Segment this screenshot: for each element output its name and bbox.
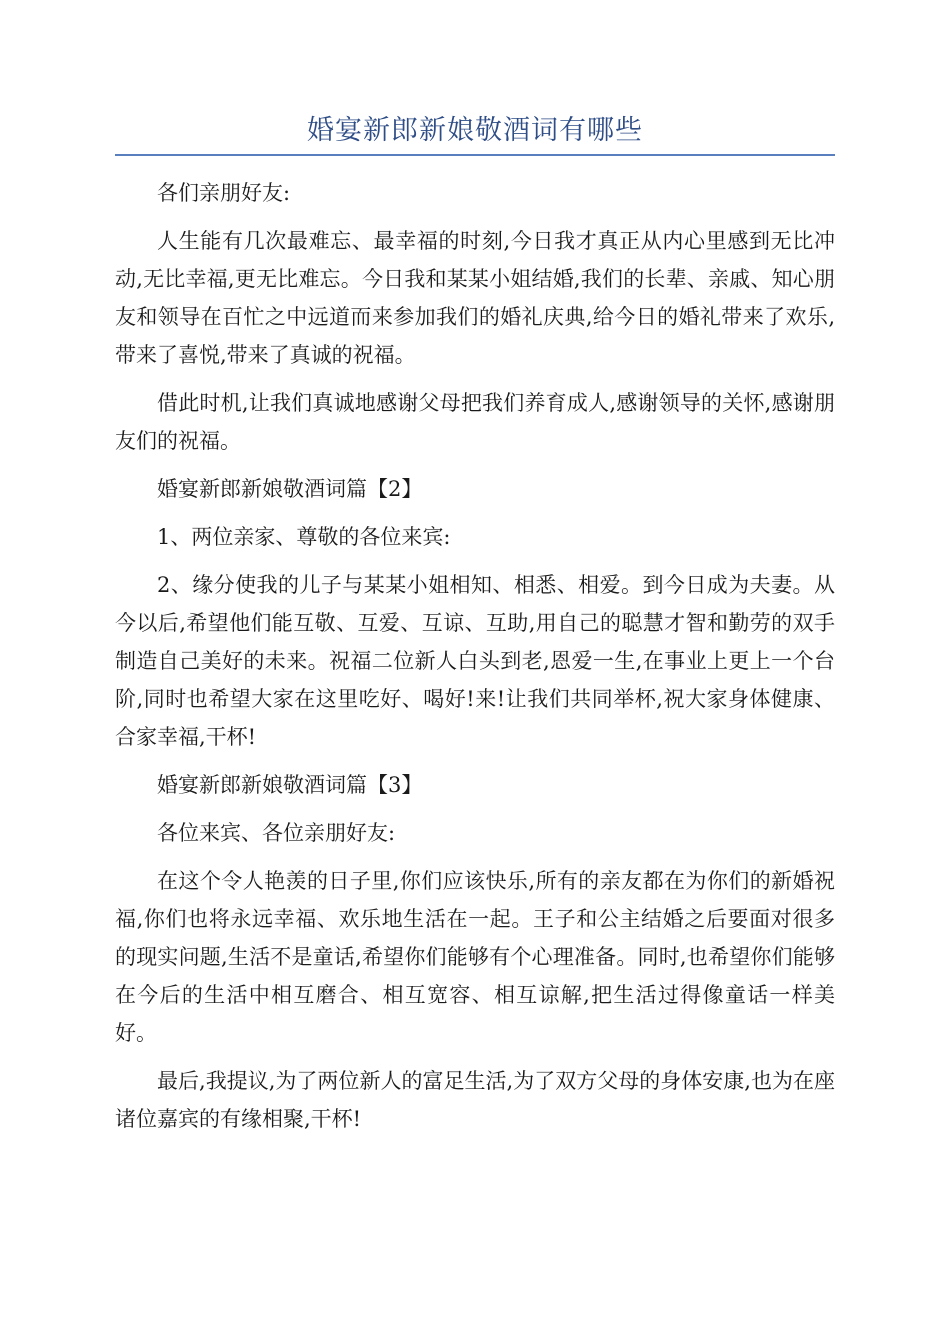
- body-paragraph: 2、缘分使我的儿子与某某小姐相知、相悉、相爱。到今日成为夫妻。从今以后,希望他们能互敬、互爱、互谅、互助,用自己的聪慧才智和勤劳的双手制造自己美好的未来。祝福二位新人白头到老,恩爱一生,在事业上更上一个台阶,同时也希望大家在这里吃好、喝好!来!让我们共同举杯,祝大家身体健康、合家幸福,干杯!: [115, 573, 835, 749]
- body-paragraph: 在这个令人艳羡的日子里,你们应该快乐,所有的亲友都在为你们的新婚祝福,你们也将永远幸福、欢乐地生活在一起。王子和公主结婚之后要面对很多的现实问题,生活不是童话,希望你们能够有个心理准备。同时,也希望你们能够在今后的生活中相互磨合、相互宽容、相互谅解,把生活过得像童话一样美好。: [115, 869, 835, 1045]
- greeting-paragraph: 各位来宾、各位亲朋好友:: [157, 821, 396, 845]
- greeting-paragraph: 各们亲朋好友:: [157, 181, 291, 205]
- section-heading: 婚宴新郎新娘敬酒词篇【2】: [157, 477, 423, 501]
- body-paragraph: 人生能有几次最难忘、最幸福的时刻,今日我才真正从内心里感到无比冲动,无比幸福,更无比难忘。今日我和某某小姐结婚,我们的长辈、亲戚、知心朋友和领导在百忙之中远道而来参加我们的婚礼庆典,给今日的婚礼带来了欢乐,带来了喜悦,带来了真诚的祝福。: [115, 229, 835, 367]
- title-underline: [115, 154, 835, 156]
- greeting-paragraph: 1、两位亲家、尊敬的各位来宾:: [157, 525, 451, 549]
- document-body: [115, 174, 835, 1148]
- section-heading: 婚宴新郎新娘敬酒词篇【3】: [157, 773, 423, 797]
- body-paragraph: 借此时机,让我们真诚地感谢父母把我们养育成人,感谢领导的关怀,感谢朋友们的祝福。: [115, 391, 835, 453]
- document-title: 婚宴新郎新娘敬酒词有哪些: [307, 115, 643, 146]
- body-paragraph: 最后,我提议,为了两位新人的富足生活,为了双方父母的身体安康,也为在座诸位嘉宾的有缘相聚,干杯!: [115, 1069, 835, 1131]
